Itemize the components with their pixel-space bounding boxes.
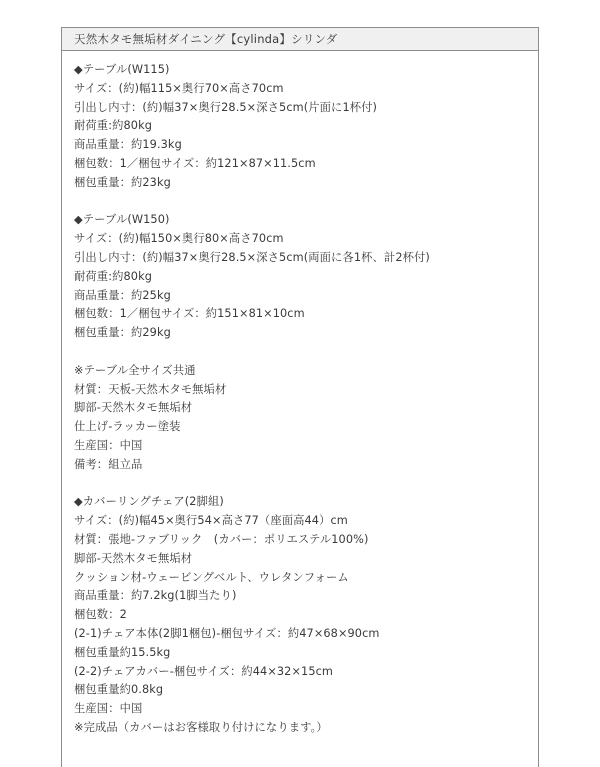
spec-line: 材質：張地-ファブリック (カバー：ポリエステル100%) [74, 532, 369, 546]
spec-line: ※完成品（カバーはお客様取り付けになります。） [74, 720, 328, 734]
section-heading: ※テーブル全サイズ共通 [74, 363, 196, 377]
spec-line: 耐荷重:約80kg [74, 269, 152, 283]
spec-group-table-w150 [74, 211, 538, 343]
spec-line: 生産国：中国 [74, 702, 143, 716]
spec-line: 脚部-天然木タモ無垢材 [74, 401, 193, 415]
spec-line: 梱包数：1／梱包サイズ：約151×81×10cm [74, 307, 305, 321]
spec-line: 引出し内寸：(約)幅37×奥行28.5×深さ5cm(両面に各1杯、計2杯付) [74, 250, 430, 264]
spec-line: 脚部-天然木タモ無垢材 [74, 551, 193, 565]
spec-group-table-w115 [74, 61, 538, 193]
spec-group-chair [74, 493, 538, 737]
spec-line: 材質：天板-天然木タモ無垢材 [74, 382, 227, 396]
spec-line: 梱包数：2 [74, 608, 127, 622]
spec-line: 生産国：中国 [74, 438, 143, 452]
spec-body [62, 51, 538, 738]
spec-line: サイズ：(約)幅150×奥行80×高さ70cm [74, 232, 284, 246]
spec-line: サイズ：(約)幅115×奥行70×高さ70cm [74, 81, 284, 95]
spec-line: 備考：組立品 [74, 457, 143, 471]
spec-line: (2-1)チェア本体(2脚1梱包)-梱包サイズ：約47×68×90cm [74, 626, 380, 640]
section-heading: ◆テーブル(W115) [74, 63, 170, 76]
spec-line: 梱包重量：約29kg [74, 326, 171, 340]
spec-group-table-common [74, 362, 538, 475]
spec-line: 引出し内寸：(約)幅37×奥行28.5×深さ5cm(片面に1杯付) [74, 100, 378, 114]
section-heading: ◆テーブル(W150) [74, 213, 170, 227]
spec-line: 梱包数：1／梱包サイズ：約121×87×11.5cm [74, 156, 316, 170]
spec-line: 商品重量：約7.2kg(1脚当たり) [74, 589, 237, 603]
spec-line: 仕上げ-ラッカー塗装 [74, 420, 181, 434]
section-heading: ◆カバーリングチェア(2脚組) [74, 495, 224, 509]
spec-line: 商品重量：約25kg [74, 288, 171, 302]
spec-table [61, 27, 539, 767]
spec-line: 梱包重量約0.8kg [74, 683, 164, 697]
spec-line: 商品重量：約19.3kg [74, 138, 182, 152]
spec-line: 耐荷重:約80kg [74, 119, 152, 133]
spec-header-title: 天然木タモ無垢材ダイニング【cylinda】シリンダ [62, 28, 538, 51]
spec-line: サイズ：(約)幅45×奥行54×高さ77（座面高44）cm [74, 514, 348, 528]
spec-line: 梱包重量：約23kg [74, 175, 171, 189]
spec-line: (2-2)チェアカバー-梱包サイズ：約44×32×15cm [74, 664, 334, 678]
spec-line: クッション材-ウェービングベルト、ウレタンフォーム [74, 570, 349, 584]
spec-line: 梱包重量約15.5kg [74, 645, 171, 659]
